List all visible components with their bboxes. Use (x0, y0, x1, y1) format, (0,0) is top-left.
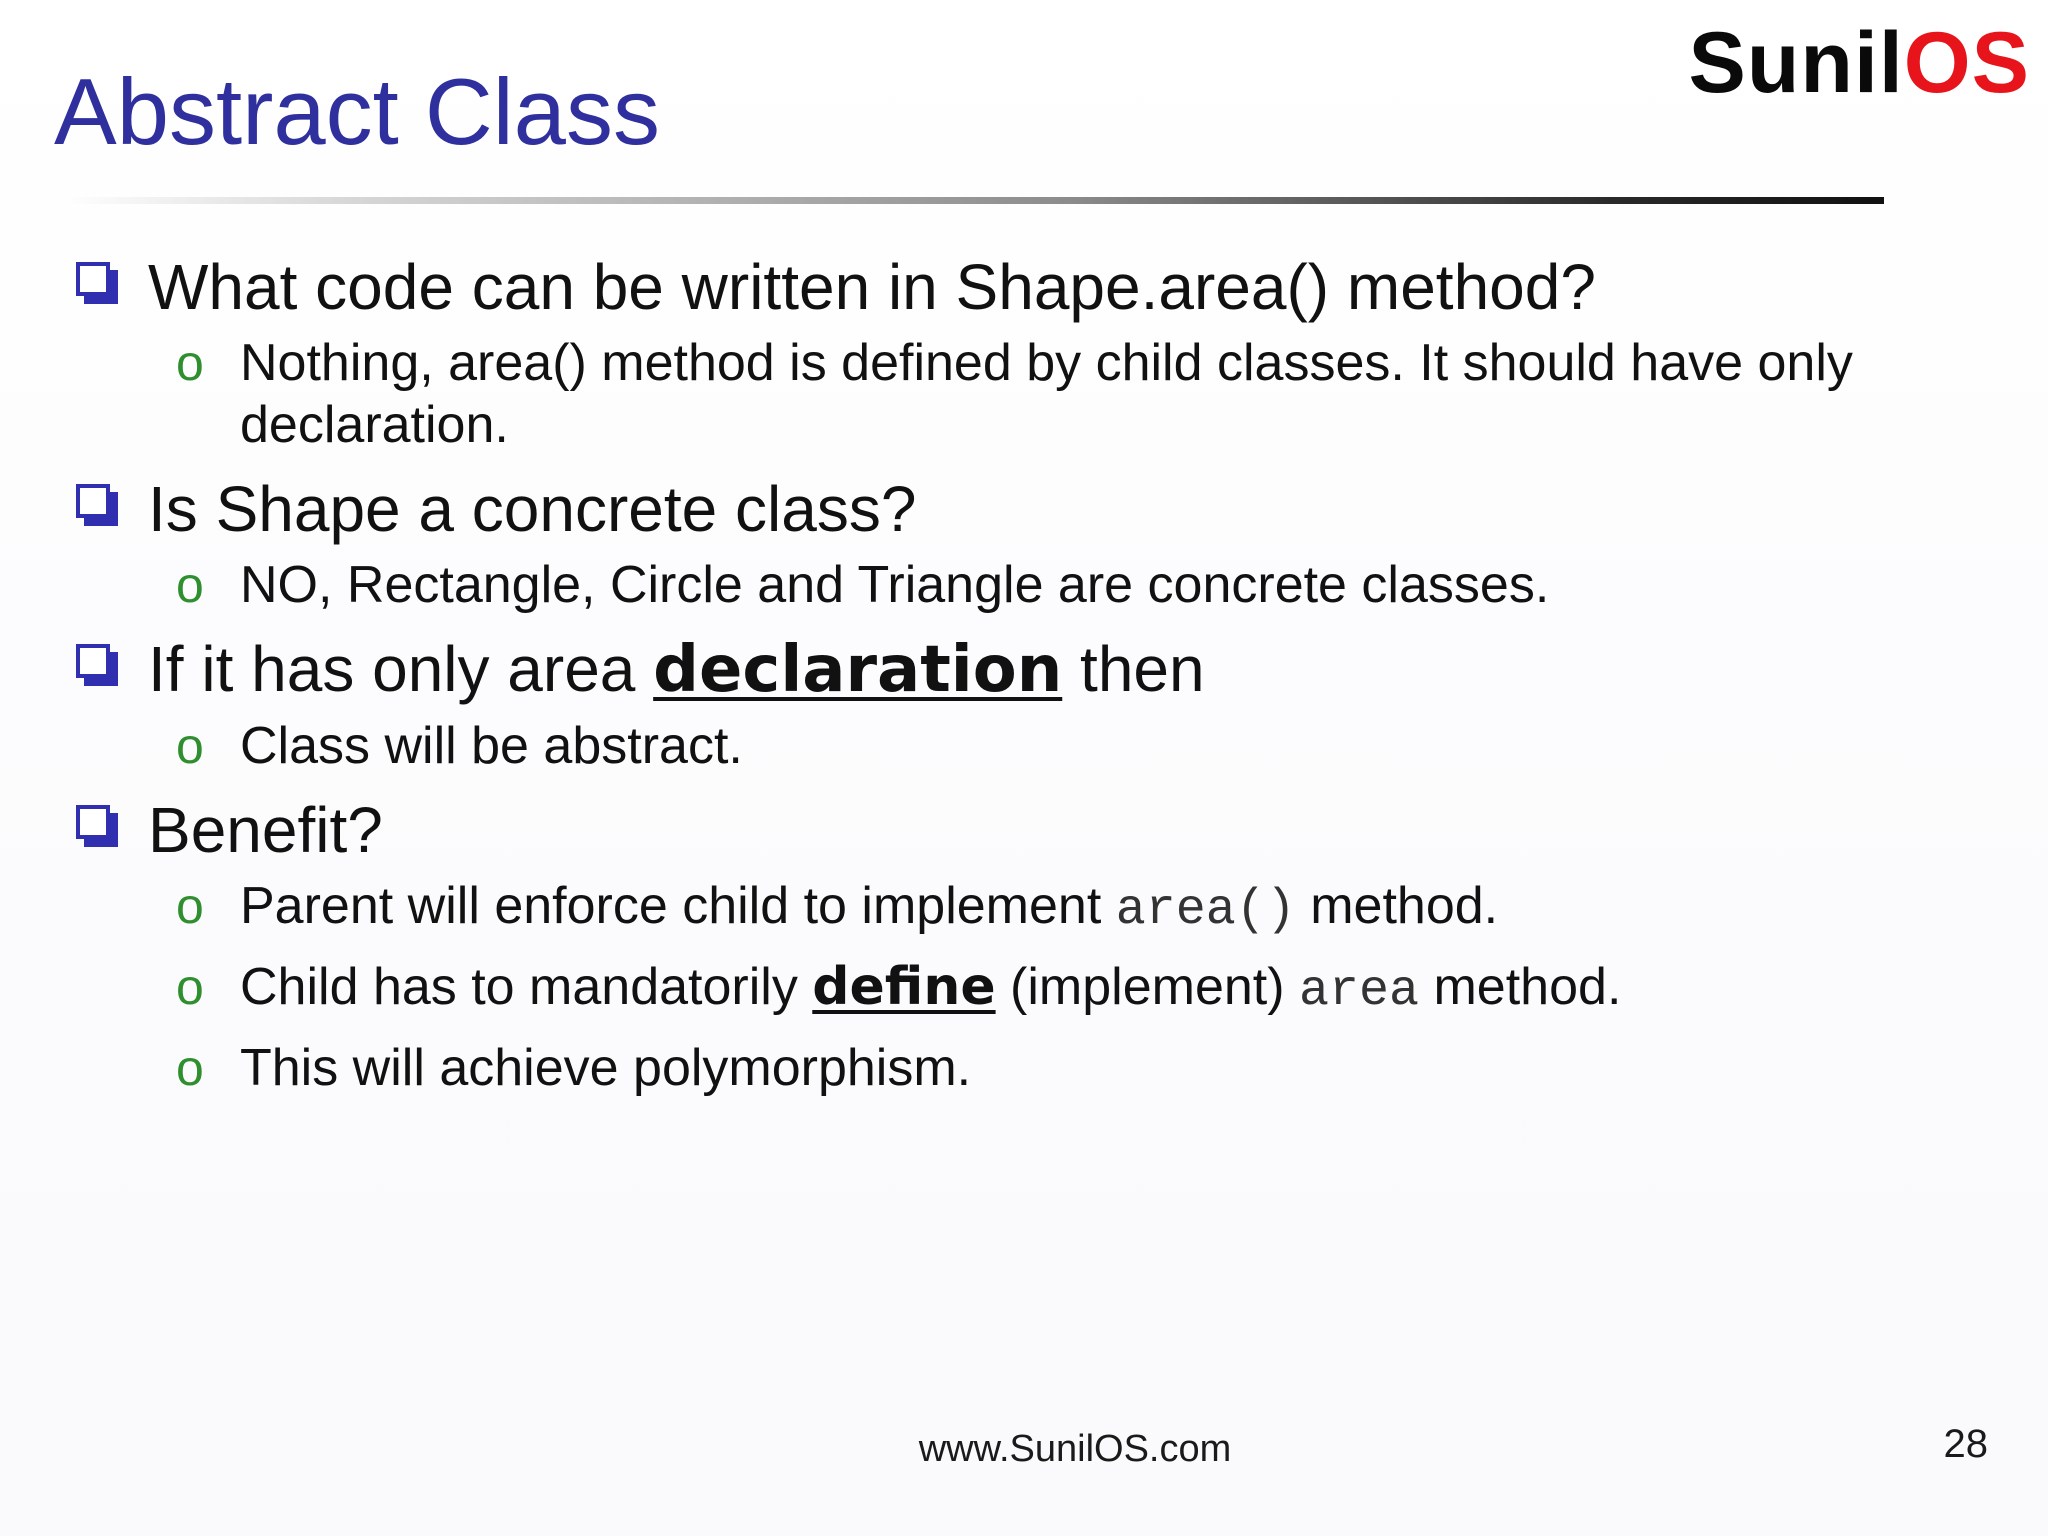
checkbox-bullet-icon (76, 805, 118, 847)
checkbox-bullet-icon (76, 644, 118, 686)
sub-bullet-text-post: method. (1419, 958, 1622, 1016)
sub-bullet-item (176, 875, 1936, 942)
circle-bullet-icon: o (176, 335, 204, 391)
code-area: area (1299, 963, 1420, 1020)
sub-bullet-list (176, 715, 1936, 777)
bullet-text (148, 630, 1205, 709)
bullet-text: What code can be written in Shape.area() method? (148, 251, 1596, 323)
bullet-text-post: then (1062, 633, 1205, 705)
sub-bullet-item (176, 715, 1936, 777)
footer-url[interactable]: www.SunilOS.com (918, 1428, 1232, 1470)
circle-bullet-icon: o (176, 878, 204, 934)
emphasis-declaration: declaration (653, 633, 1063, 707)
bullet-list (76, 248, 1936, 1113)
sub-bullet-item (176, 332, 1936, 456)
bullet-item (76, 791, 1936, 869)
emphasis-define: define (812, 957, 996, 1017)
slide-title: Abstract Class (54, 59, 660, 164)
sub-bullet-list (176, 554, 1936, 616)
code-area-call: area() (1115, 882, 1296, 939)
bullet-text: Benefit? (148, 794, 383, 866)
sub-bullet-text-pre: Parent will enforce child to implement (240, 877, 1116, 935)
title-divider (66, 197, 1884, 204)
sub-bullet-text-mid: (implement) (995, 958, 1300, 1016)
sub-bullet-item (176, 956, 1936, 1023)
page-number: 28 (1943, 1422, 1988, 1466)
checkbox-bullet-icon (76, 262, 118, 304)
sub-bullet-text-pre: Child has to mandatorily (240, 958, 813, 1016)
logo-text-os: OS (1903, 15, 2030, 111)
circle-bullet-icon: o (176, 557, 204, 613)
sub-bullet-text: Class will be abstract. (240, 717, 743, 775)
checkbox-bullet-icon (76, 484, 118, 526)
bullet-item (76, 470, 1936, 548)
logo (1689, 14, 2030, 113)
bullet-item (76, 248, 1936, 326)
sub-bullet-list (176, 875, 1936, 1099)
sub-bullet-text: NO, Rectangle, Circle and Triangle are concrete classes. (240, 556, 1550, 614)
circle-bullet-icon: o (176, 959, 204, 1015)
sub-bullet-item (176, 554, 1936, 616)
sub-bullet-text (240, 875, 1936, 942)
sub-bullet-text: Nothing, area() method is defined by child classes. It should have only declaration. (240, 334, 1853, 454)
sub-bullet-list (176, 332, 1936, 456)
sub-bullet-text (240, 956, 1936, 1023)
circle-bullet-icon: o (176, 718, 204, 774)
circle-bullet-icon: o (176, 1040, 204, 1096)
logo-text-sunil: Sunil (1688, 15, 1904, 111)
sub-bullet-text: This will achieve polymorphism. (240, 1039, 972, 1097)
bullet-text-pre: If it has only area (148, 633, 654, 705)
bullet-text: Is Shape a concrete class? (148, 473, 917, 545)
sub-bullet-text-post: method. (1295, 877, 1499, 935)
bullet-item (76, 630, 1936, 709)
sub-bullet-item (176, 1037, 1936, 1099)
